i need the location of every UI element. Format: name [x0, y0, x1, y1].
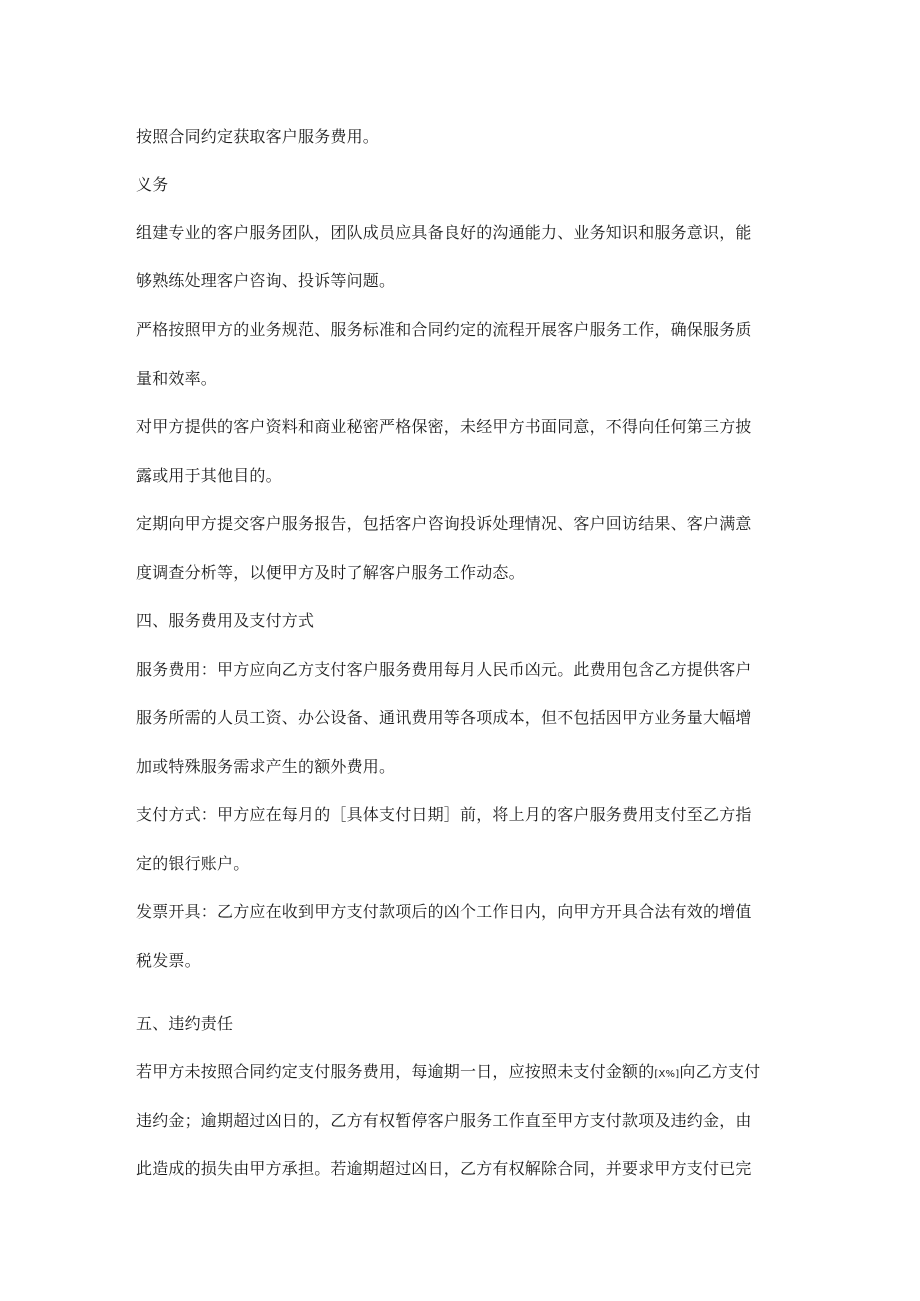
paragraph-line: 量和效率。 — [136, 369, 218, 388]
paragraph-line: 违约金；逾期超过凶日的，乙方有权暂停客户服务工作直至甲方支付款项及违约金，由 — [136, 1111, 752, 1130]
breach-text-after: 向乙方支付 — [679, 1062, 761, 1081]
paragraph-line: 税发票。 — [136, 951, 201, 970]
paragraph-line: 对甲方提供的客户资料和商业秘密严格保密，未经甲方书面同意，不得向任何第三方披 — [136, 417, 752, 436]
paragraph-line: 服务费用：甲方应向乙方支付客户服务费用每月人民币凶元。此费用包含乙方提供客户 — [136, 660, 752, 679]
paragraph-line: 定的银行账户。 — [136, 854, 250, 873]
paragraph-line: 此造成的损失由甲方承担。若逾期超过凶日，乙方有权解除合同，并要求甲方支付已完 — [136, 1159, 752, 1178]
paragraph-line: 发票开具：乙方应在收到甲方支付款项后的凶个工作日内，向甲方开具合法有效的增值 — [136, 902, 752, 921]
section-heading: 义务 — [136, 175, 169, 194]
paragraph-line: 严格按照甲方的业务规范、服务标准和合同约定的流程开展客户服务工作，确保服务质 — [136, 320, 752, 339]
breach-text-before: 若甲方未按照合同约定支付服务费用，每逾期一日，应按照未支付金额的 — [136, 1062, 655, 1081]
paragraph-line: 支付方式：甲方应在每月的［具体支付日期］前，将上月的客户服务费用支付至乙方指 — [136, 805, 752, 824]
paragraph-line: 组建专业的客户服务团队，团队成员应具备良好的沟通能力、业务知识和服务意识，能 — [136, 223, 752, 242]
paragraph-line: 按照合同约定获取客户服务费用。 — [136, 127, 380, 146]
section-heading: 五、违约责任 — [136, 1014, 234, 1033]
paragraph-line: 定期向甲方提交客户服务报告，包括客户咨询投诉处理情况、客户回访结果、客户满意 — [136, 514, 752, 533]
section-heading: 四、服务费用及支付方式 — [136, 611, 315, 630]
paragraph-line: 加或特殊服务需求产生的额外费用。 — [136, 757, 396, 776]
paragraph-line: 够熟练处理客户咨询、投诉等问题。 — [136, 271, 396, 290]
paragraph-line: 度调查分析等，以便甲方及时了解客户服务工作动态。 — [136, 563, 525, 582]
penalty-rate: [X%] — [654, 1069, 680, 1080]
paragraph-line — [136, 1062, 796, 1085]
paragraph-line: 露或用于其他目的。 — [136, 466, 282, 485]
paragraph-line: 服务所需的人员工资、办公设备、通讯费用等各项成本，但不包括因甲方业务量大幅增 — [136, 708, 752, 727]
